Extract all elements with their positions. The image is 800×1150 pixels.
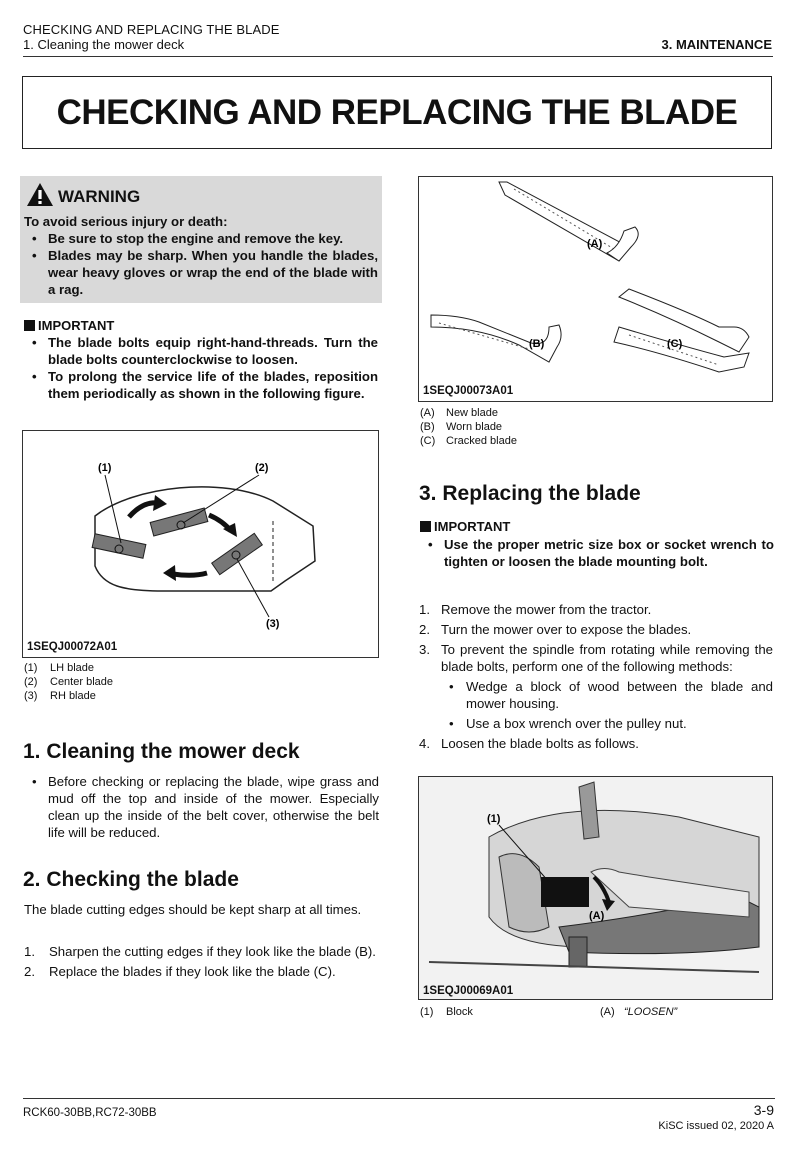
- step-text: Turn the mower over to expose the blades.: [441, 622, 692, 637]
- step-text: Remove the mower from the tractor.: [441, 602, 652, 617]
- replacing-step: [419, 735, 773, 752]
- important-list: [24, 334, 378, 402]
- legend-row: [24, 661, 113, 675]
- legend-label: RH blade: [50, 690, 96, 702]
- rh-blade-shape: [212, 533, 263, 574]
- cleaning-item: • Before checking or replacing the blade, wipe grass and mud off the top and inside of the mower. Especially clean up the inside of the belt cover, otherwise the belt life will be reduced.: [24, 773, 379, 841]
- important-heading: [24, 318, 114, 333]
- warning-triangle-icon: [26, 182, 54, 207]
- warning-item: • Blades may be sharp. When you handle the blades, wear heavy gloves or wrap the end of the blade with a rag.: [24, 247, 378, 298]
- callout-3: (3): [266, 618, 280, 630]
- callout-A: (A): [589, 910, 605, 922]
- step-text: To prevent the spindle from rotating while removing the blade bolts, perform one of the following methods:: [441, 642, 773, 674]
- blade-condition-figure: [418, 176, 773, 402]
- callout-A: (A): [587, 238, 603, 250]
- step-text: Loosen the blade bolts as follows.: [441, 736, 639, 751]
- step-number: 3.: [419, 642, 430, 657]
- warning-content: [24, 213, 378, 298]
- section-heading-cleaning: 1. Cleaning the mower deck: [23, 740, 300, 763]
- important-heading-text: IMPORTANT: [38, 318, 115, 333]
- legend-key: (A): [600, 1006, 615, 1018]
- checking-step: [24, 963, 379, 980]
- new-blade-shape: [499, 182, 638, 261]
- important-heading-text: IMPORTANT: [434, 519, 511, 534]
- callout-C: (C): [667, 338, 683, 350]
- replacing-step: [419, 621, 773, 638]
- method-item: • Use a box wrench over the pulley nut.: [441, 715, 773, 732]
- page-title-box: [22, 76, 772, 149]
- important-content: [24, 334, 378, 402]
- legend-key: (B): [420, 421, 435, 433]
- loosen-figure: [418, 776, 773, 1000]
- legend-row: [24, 675, 113, 689]
- running-header-title: CHECKING AND REPLACING THE BLADE: [23, 22, 280, 37]
- legend-row: [420, 406, 517, 420]
- legend-row: [600, 1006, 677, 1018]
- callout-B: (B): [529, 338, 545, 350]
- legend-label: Worn blade: [446, 421, 503, 433]
- legend-row: [420, 434, 517, 448]
- running-header-section: 3. MAINTENANCE: [661, 37, 772, 52]
- legend-key: (1): [24, 662, 38, 674]
- step-number: 2.: [419, 622, 430, 637]
- loosen-legend: [420, 1005, 775, 1019]
- methods-list: [441, 678, 773, 732]
- step-number: 1.: [24, 944, 35, 959]
- important-square-icon: [24, 320, 35, 331]
- cracked-blade-shape: [614, 289, 749, 372]
- warning-heading: [26, 182, 140, 207]
- legend-key: (1): [420, 1006, 434, 1018]
- blade-rotation-legend: [24, 661, 113, 703]
- step-text: Replace the blades if they look like the blade (C).: [49, 964, 336, 979]
- replacing-steps: [419, 601, 773, 752]
- legend-label: “LOOSEN”: [624, 1006, 678, 1018]
- step-number: 4.: [419, 736, 430, 751]
- step-number: 1.: [419, 602, 430, 617]
- method-item: • Wedge a block of wood between the blade and mower housing.: [441, 678, 773, 712]
- section-heading-replacing: 3. Replacing the blade: [419, 482, 641, 505]
- checking-steps: [24, 943, 379, 983]
- important-item: • To prolong the service life of the blades, reposition them periodically as shown in the following figure.: [24, 368, 378, 402]
- legend-key: (C): [420, 435, 436, 447]
- important-list-2: [420, 536, 774, 570]
- callout-1: (1): [487, 813, 501, 825]
- callout-2: (2): [255, 462, 269, 474]
- replacing-step: [419, 601, 773, 618]
- important-content-2: [420, 536, 774, 570]
- legend-key: (2): [24, 676, 38, 688]
- callout-1: (1): [98, 462, 112, 474]
- figure-id: 1SEQJ00072A01: [27, 641, 118, 653]
- legend-label: Cracked blade: [446, 435, 517, 447]
- important-heading-2: [420, 519, 510, 534]
- step-text: Sharpen the cutting edges if they look like the blade (B).: [49, 944, 376, 959]
- legend-label: LH blade: [50, 662, 95, 674]
- section-heading-checking: 2. Checking the blade: [23, 868, 239, 891]
- legend-key: (A): [420, 407, 435, 419]
- legend-key: (3): [24, 690, 38, 702]
- warning-heading-text: WARNING: [58, 187, 141, 206]
- replacing-step: [419, 641, 773, 675]
- legend-label: Block: [446, 1006, 473, 1018]
- cleaning-list: [24, 773, 379, 841]
- legend-row: [24, 689, 113, 703]
- figure-id: 1SEQJ00069A01: [423, 985, 514, 997]
- footer-divider: [23, 1098, 775, 1099]
- blade-condition-illustration: [419, 177, 772, 401]
- lh-blade-shape: [92, 534, 146, 559]
- important-square-icon: [420, 521, 431, 532]
- warning-list: [24, 230, 378, 298]
- warning-intro: To avoid serious injury or death:: [24, 214, 228, 229]
- page-title: CHECKING AND REPLACING THE BLADE: [56, 92, 738, 132]
- footer-models: RCK60-30BB,RC72-30BB: [23, 1107, 157, 1119]
- checking-step: [24, 943, 379, 960]
- figure-id: 1SEQJ00073A01: [423, 385, 514, 397]
- section-cleaning-body: [24, 773, 379, 841]
- step-number: 2.: [24, 964, 35, 979]
- legend-label: Center blade: [50, 676, 113, 688]
- loosen-illustration: [419, 777, 772, 999]
- legend-row: [420, 420, 517, 434]
- legend-row: [420, 1005, 600, 1019]
- page-number: 3-9: [753, 1102, 774, 1118]
- blade-condition-legend: [420, 406, 517, 448]
- running-header-subtitle: 1. Cleaning the mower deck: [23, 37, 185, 52]
- warning-item: • Be sure to stop the engine and remove the key.: [24, 230, 378, 247]
- header-divider: [23, 56, 773, 57]
- checking-intro: The blade cutting edges should be kept sharp at all times.: [24, 902, 362, 917]
- blade-rotation-figure: [22, 430, 379, 658]
- blade-rotation-illustration: [23, 431, 378, 657]
- important-item: • Use the proper metric size box or socket wrench to tighten or loosen the blade mounting bolt.: [420, 536, 774, 570]
- footer-issue: KiSC issued 02, 2020 A: [658, 1120, 774, 1132]
- legend-label: New blade: [446, 407, 498, 419]
- important-item: • The blade bolts equip right-hand-threads. Turn the blade bolts counterclockwise to loosen.: [24, 334, 378, 368]
